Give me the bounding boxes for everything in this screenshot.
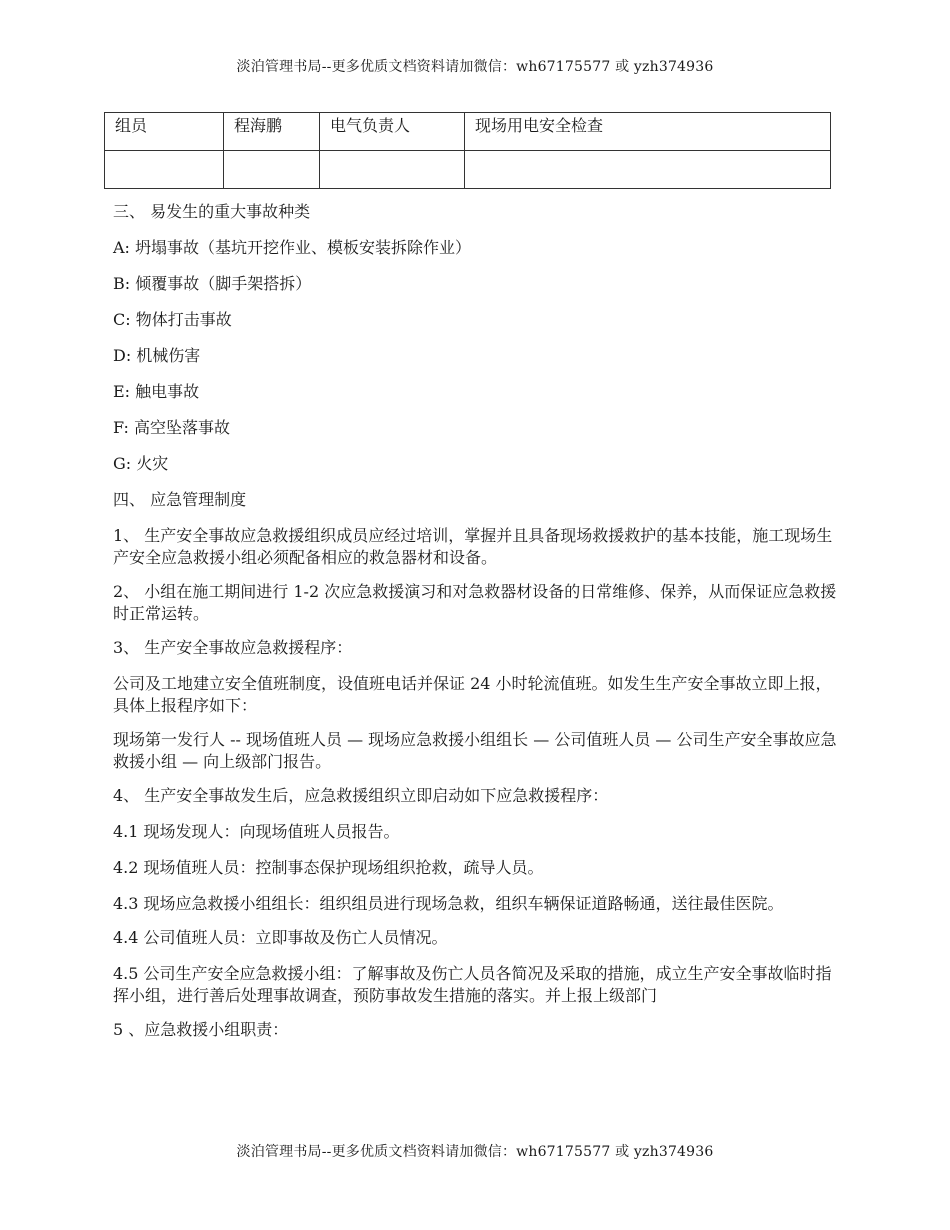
table-cell xyxy=(320,151,465,189)
list-item: D: 机械伤害 xyxy=(113,346,201,365)
responsibility-table xyxy=(104,112,831,189)
list-item: E: 触电事故 xyxy=(113,382,200,401)
list-item: A: 坍塌事故（基坑开挖作业、模板安装拆除作业） xyxy=(113,238,472,257)
table-cell xyxy=(465,151,831,189)
page-footer: 淡泊管理书局--更多优质文档资料请加微信：wh67175577 或 yzh374936 xyxy=(236,1144,714,1160)
paragraph: 4、 生产安全事故发生后，应急救援组织立即启动如下应急救援程序： xyxy=(113,786,609,805)
list-item: F: 高空坠落事故 xyxy=(113,418,231,437)
page-header: 淡泊管理书局--更多优质文档资料请加微信：wh67175577 或 yzh374936 xyxy=(236,59,714,75)
table-cell: 电气负责人 xyxy=(320,113,465,151)
table-cell xyxy=(224,151,320,189)
paragraph: 4.5 公司生产安全应急救援小组：了解事故及伤亡人员各简况及采取的措施，成立生产安全事故临时指挥小组，进行善后处理事故调查，预防事故发生措施的落实。并上报上级部门 xyxy=(113,964,832,1005)
table-cell: 组员 xyxy=(105,113,224,151)
paragraph: 4.2 现场值班人员：控制事态保护现场组织抢救，疏导人员。 xyxy=(113,858,544,877)
paragraph: 4.3 现场应急救援小组组长：组织组员进行现场急救，组织车辆保证道路畅通，送往最佳医院。 xyxy=(113,894,784,913)
paragraph: 4.4 公司值班人员：立即事故及伤亡人员情况。 xyxy=(113,928,448,947)
list-item: C: 物体打击事故 xyxy=(113,310,232,329)
list-item: B: 倾覆事故（脚手架搭拆） xyxy=(113,274,312,293)
list-item: G: 火灾 xyxy=(113,454,169,473)
paragraph: 公司及工地建立安全值班制度，设值班电话并保证 24 小时轮流值班。如发生生产安全事故立即上报，具体上报程序如下： xyxy=(113,674,832,715)
section-heading: 四、 应急管理制度 xyxy=(113,490,247,509)
section-heading: 三、 易发生的重大事故种类 xyxy=(113,202,311,221)
table-row xyxy=(105,113,831,151)
paragraph: 现场第一发行人 -- 现场值班人员 — 现场应急救援小组组长 — 公司值班人员 — 公司生产安全事故应急救援小组 — 向上级部门报告。 xyxy=(113,730,837,771)
paragraph: 2、 小组在施工期间进行 1-2 次应急救援演习和对急救器材设备的日常维修、保养，从而保证应急救援时正常运转。 xyxy=(113,582,837,623)
document-body xyxy=(113,201,838,1041)
table-cell: 程海鹏 xyxy=(224,113,320,151)
table-row xyxy=(105,151,831,189)
table-cell xyxy=(105,151,224,189)
paragraph: 5 、应急救援小组职责： xyxy=(113,1020,289,1039)
paragraph: 3、 生产安全事故应急救援程序： xyxy=(113,638,353,657)
table-cell: 现场用电安全检查 xyxy=(465,113,831,151)
paragraph: 1、 生产安全事故应急救援组织成员应经过培训，掌握并且具备现场救援救护的基本技能，施工现场生产安全应急救援小组必须配备相应的救急器材和设备。 xyxy=(113,526,833,567)
paragraph: 4.1 现场发现人：向现场值班人员报告。 xyxy=(113,822,400,841)
